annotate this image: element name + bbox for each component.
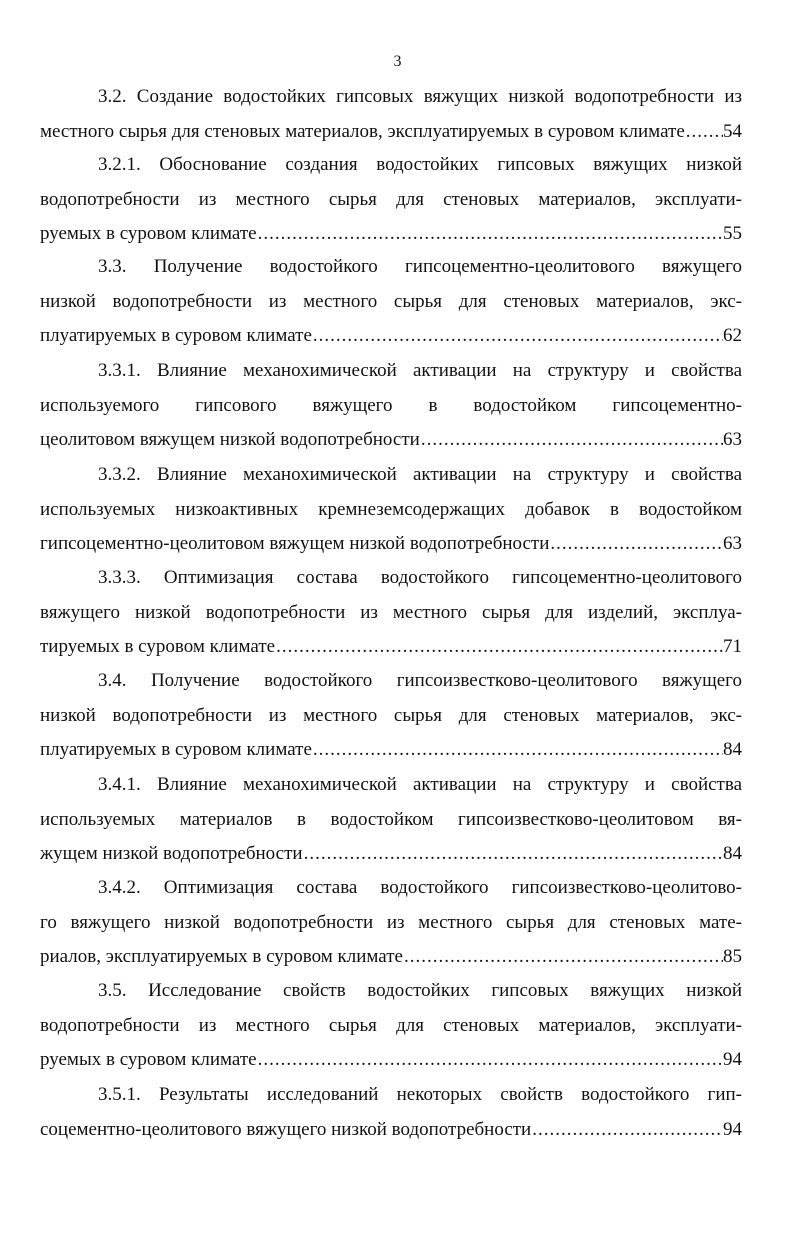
toc-page-number: 63 [723,533,742,554]
toc-page-number: 94 [723,1049,742,1070]
dot-leader [531,1113,723,1148]
toc-entry-text: гипсоцементно-цеолитовом вяжущем низкой водопотребности [40,533,550,554]
dot-leader [549,527,723,562]
toc-entry-line: 3.2.1. Обоснование создания водостойких гипсовых вяжущих низкой [98,154,742,175]
toc-entry-line [40,423,742,458]
toc-entry [40,458,742,562]
toc-entry-line: водопотребности из местного сырья для стеновых материалов, эксплуати- [40,1014,742,1036]
toc-entry-line: используемых материалов в водостойком гипсоизвестково-цеолитовом вя- [40,808,742,830]
toc-entry-text: цеолитовом вяжущем низкой водопотребности [40,429,420,450]
toc-entry-line: 3.4.2. Оптимизация состава водостойкого гипсоизвестково-цеолитово- [98,877,742,898]
toc-page-number: 54 [723,120,742,142]
dot-leader [257,1043,723,1078]
dot-leader [312,319,723,354]
toc-entry-text: местного сырья для стеновых материалов, эксплуатируемых в суровом климате [40,120,685,142]
dot-leader [303,837,723,872]
toc-entry-line: используемых низкоактивных кремнеземсодержащих добавок в водостойком [40,498,742,520]
toc-entry-line: 3.3.2. Влияние механохимической активации на структуру и свойства [98,464,742,485]
toc-entry-line: используемого гипсового вяжущего в водостойком гипсоцементно- [40,394,742,416]
toc-entry-text: риалов, эксплуатируемых в суровом климате [40,946,403,967]
toc-entry-text: жущем низкой водопотребности [40,843,303,864]
page-number: 3 [393,53,402,70]
dot-leader [275,630,723,665]
toc-page-number: 94 [723,1118,742,1140]
toc-page-number: 71 [723,636,742,657]
toc-entry [40,768,742,872]
dot-leader [420,423,723,458]
toc-entry-line [40,217,742,252]
toc-entry [40,354,742,458]
toc-entry-line: 3.3.3. Оптимизация состава водостойкого гипсоцементно-цеолитового [98,567,742,588]
toc-entry-line: 3.5.1. Результаты исследований некоторых свойств водостойкого гип- [98,1084,742,1105]
toc-entry-line: водопотребности из местного сырья для стеновых материалов, эксплуати- [40,188,742,210]
toc-entry-line: вяжущего низкой водопотребности из местного сырья для изделий, эксплуа- [40,601,742,623]
toc-entry-line [40,1043,742,1078]
dot-leader [403,940,723,975]
toc-entry-line [40,527,742,562]
toc-entry-line: 3.3. Получение водостойкого гипсоцементно-цеолитового вяжущего [98,256,742,277]
toc-entry [40,871,742,975]
toc-entry-line: 3.5. Исследование свойств водостойких гипсовых вяжущих низкой [98,980,742,1001]
toc-entry [40,1078,742,1147]
toc-entry [40,148,742,252]
toc-entry-line: низкой водопотребности из местного сырья для стеновых материалов, экс- [40,704,742,726]
toc-entry-line: 3.3.1. Влияние механохимической активации на структуру и свойства [98,360,742,381]
toc-entry-text: плуатируемых в суровом климате [40,739,312,760]
toc-entry-line: низкой водопотребности из местного сырья для стеновых материалов, экс- [40,290,742,312]
toc-page-number: 84 [723,739,742,760]
toc-page-number: 84 [723,843,742,864]
toc-entry-line [40,115,742,150]
toc-entry-text: руемых в суровом климате [40,223,257,244]
toc-entry-line [40,319,742,354]
toc-entry-line: 3.4.1. Влияние механохимической активации на структуру и свойства [98,774,742,795]
toc-entry-text: тируемых в суровом климате [40,636,276,657]
toc-entry [40,664,742,768]
toc-entry-line [40,630,742,665]
toc-page-number: 55 [723,223,742,244]
toc-entry-line: го вяжущего низкой водопотребности из местного сырья для стеновых мате- [40,911,742,933]
dot-leader [685,115,723,150]
toc-page-number: 63 [723,429,742,450]
toc-entry-line [40,940,742,975]
toc-page-number: 85 [723,946,742,967]
toc-entry [40,250,742,354]
dot-leader [257,217,723,252]
toc-page-number: 62 [723,325,742,346]
toc-entry-line [40,1113,742,1148]
toc-entry-line [40,733,742,768]
toc-entry-line: 3.2. Создание водостойких гипсовых вяжущих низкой водопотребности из [98,86,742,107]
toc-entry [40,80,742,149]
toc-entry-text: руемых в суровом климате [40,1049,257,1070]
toc-entry-text: плуатируемых в суровом климате [40,325,312,346]
toc-entry-line [40,837,742,872]
toc-entry [40,974,742,1078]
toc-entry-line: 3.4. Получение водостойкого гипсоизвестково-цеолитового вяжущего [98,670,742,691]
toc-entry [40,561,742,665]
dot-leader [312,733,723,768]
toc-entry-text: соцементно-цеолитового вяжущего низкой водопотребности [40,1118,532,1140]
